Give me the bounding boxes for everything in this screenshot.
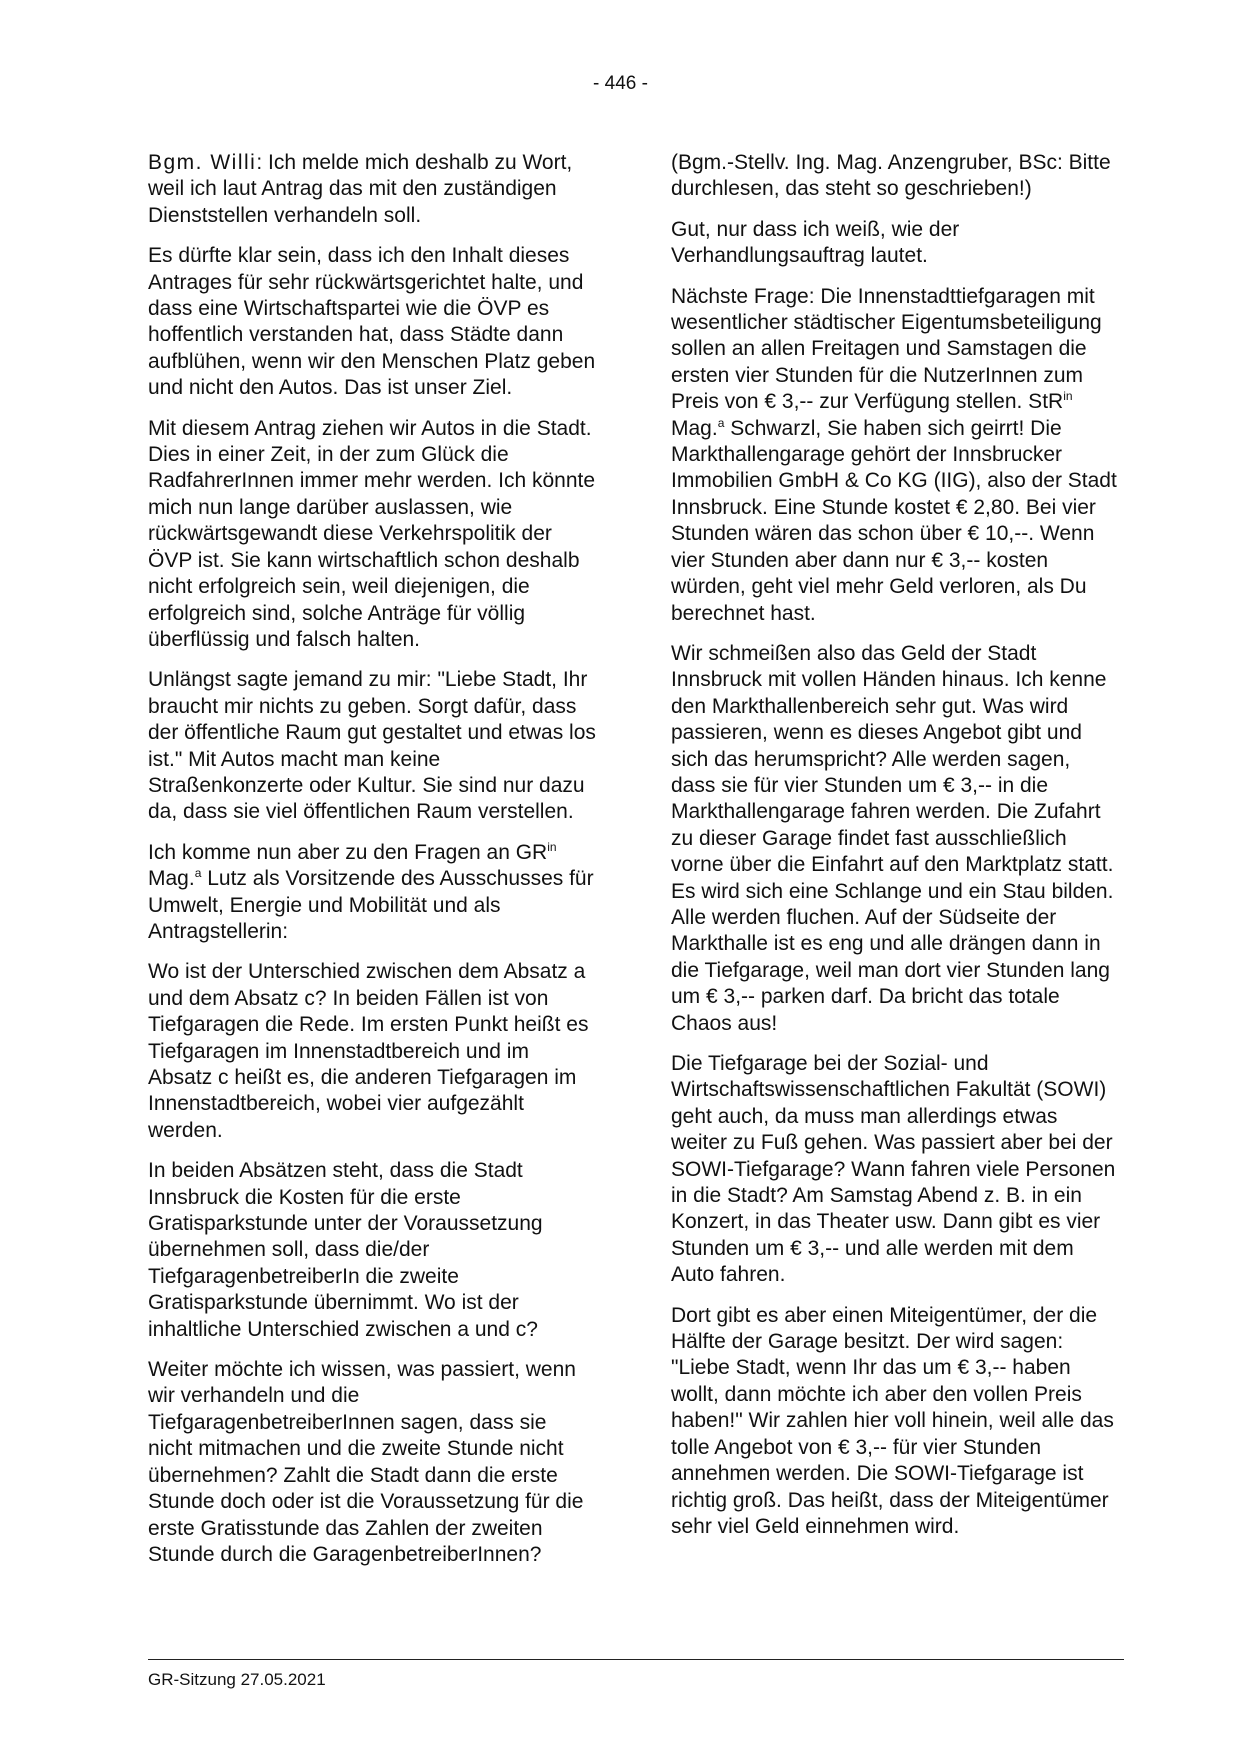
paragraph: Unlängst sagte jemand zu mir: "Liebe Stadt, Ihr braucht mir nichts zu geben. Sorgt dafür, dass der öffentliche Raum gut gestaltet und etwas los ist." Mit Autos macht man keine Straßenkonzerte oder Kultur. Sie sind nur dazu da, dass sie viel öffentlichen Raum verstellen. xyxy=(148,668,596,824)
left-column xyxy=(148,150,596,1582)
paragraph: Bgm. Willi: Ich melde mich deshalb zu Wort, weil ich laut Antrag das mit den zuständigen Dienststellen verhandeln soll. xyxy=(148,151,573,227)
paragraph: (Bgm.-Stellv. Ing. Mag. Anzengruber, BSc: Bitte durchlesen, das steht so geschrieben!) xyxy=(671,151,1111,201)
page-number: - 446 - xyxy=(593,73,648,94)
paragraph: Die Tiefgarage bei der Sozial- und Wirtschaftswissenschaftlichen Fakultät (SOWI) geht auch, da muss man allerdings etwas weiter zu Fuß gehen. Was passiert aber bei der SOWI-Tiefgarage? Wann fahren viele Personen in die Stadt? Am Samstag Abend z. B. in ein Konzert, in das Theater usw. Dann gibt es vier Stunden um € 3,-- und alle werden mit dem Auto fahren. xyxy=(671,1052,1116,1287)
paragraph: Weiter möchte ich wissen, was passiert, wenn wir verhandeln und die TiefgaragenbetreiberInnen sagen, dass sie nicht mitmachen und die zweite Stunde nicht übernehmen? Zahlt die Stadt dann die erste Stunde doch oder ist die Voraussetzung für die erste Gratisstunde das Zahlen der zweiten Stunde durch die GaragenbetreiberInnen? xyxy=(148,1358,584,1566)
paragraph: Ich komme nun aber zu den Fragen an $GR^{in}$ Mag.$^a$ Lutz als Vorsitzende des Ausschusses für Umwelt, Energie und Mobilität und als Antragstellerin: xyxy=(148,839,594,943)
paragraph: Wo ist der Unterschied zwischen dem Absatz a und dem Absatz c? In beiden Fällen ist von Tiefgaragen die Rede. Im ersten Punkt heißt es Tiefgaragen im Innenstadtbereich und im Absatz c heißt es, die anderen Tiefgaragen im Innenstadtbereich, wobei vier aufgezählt werden. xyxy=(148,960,589,1142)
right-column xyxy=(671,150,1119,1554)
paragraph: Nächste Frage: Die Innenstadttiefgaragen mit wesentlicher städtischer Eigentumsbeteiligung sollen an allen Freitagen und Samstagen die ersten vier Stunden für die NutzerInnen zum Preis von € 3,-- zur Verfügung stellen. StR$^{in}$ Mag.$^a$ Schwarzl, Sie haben sich geirrt! Die Markthallengarage gehört der Innsbrucker Immobilien GmbH & Co KG (IIG), also der Stadt Innsbruck. Eine Stunde kostet € 2,80. Bei vier Stunden wären das schon über € 10,--. Wenn vier Stunden aber dann nur € 3,-- kosten würden, geht viel mehr Geld verloren, als Du berechnet hast. xyxy=(671,284,1117,625)
paragraph: Wir schmeißen also das Geld der Stadt Innsbruck mit vollen Händen hinaus. Ich kenne den Markthallenbereich sehr gut. Was wird passieren, wenn es dieses Angebot gibt und sich das herumspricht? Alle werden sagen, dass sie für vier Stunden um € 3,-- in die Markthallengarage fahren werden. Die Zufahrt zu dieser Garage findet fast ausschließlich vorne über die Einfahrt auf den Marktplatz statt. Es wird sich eine Schlange und ein Stau bilden. Alle werden fluchen. Auf der Südseite der Markthalle ist es eng und alle drängen dann in die Tiefgarage, weil man dort vier Stunden lang um € 3,-- parken darf. Da bricht das totale Chaos aus! xyxy=(671,641,1114,1035)
footer-session-date: GR-Sitzung 27.05.2021 xyxy=(148,1670,326,1689)
paragraph: Es dürfte klar sein, dass ich den Inhalt dieses Antrages für sehr rückwärtsgerichtet halte, und dass eine Wirtschaftspartei wie die ÖVP es hoffentlich verstanden hat, dass Städte dann aufblühen, wenn wir den Menschen Platz geben und nicht den Autos. Das ist unser Ziel. xyxy=(148,244,596,400)
paragraph: Dort gibt es aber einen Miteigentümer, der die Hälfte der Garage besitzt. Der wird sagen: "Liebe Stadt, wenn Ihr das um € 3,-- haben wollt, dann möchte ich aber den vollen Preis haben!" Wir zahlen hier voll hinein, weil alle das tolle Angebot von € 3,-- für vier Stunden annehmen werden. Die SOWI-Tiefgarage ist richtig groß. Das heißt, dass der Miteigentümer sehr viel Geld einnehmen wird. xyxy=(671,1303,1114,1538)
footer-divider xyxy=(148,1659,1124,1660)
paragraph: Gut, nur dass ich weiß, wie der Verhandlungsauftrag lautet. xyxy=(671,217,960,268)
paragraph: In beiden Absätzen steht, dass die Stadt Innsbruck die Kosten für die erste Gratisparkstunde unter der Voraussetzung übernehmen soll, dass die/der TiefgaragenbetreiberIn die zweite Gratisparkstunde übernimmt. Wo ist der inhaltliche Unterschied zwischen a und c? xyxy=(148,1159,543,1341)
paragraph: Mit diesem Antrag ziehen wir Autos in die Stadt. Dies in einer Zeit, in der zum Glück die RadfahrerInnen immer mehr werden. Ich könnte mich nun lange darüber auslassen, wie rückwärtsgewandt diese Verkehrspolitik der ÖVP ist. Sie kann wirtschaftlich schon deshalb nicht erfolgreich sein, weil diejenigen, die erfolgreich sind, solche Anträge für völlig überflüssig und falsch halten. xyxy=(148,416,596,651)
speaker-name: Bgm. Willi xyxy=(148,151,257,174)
